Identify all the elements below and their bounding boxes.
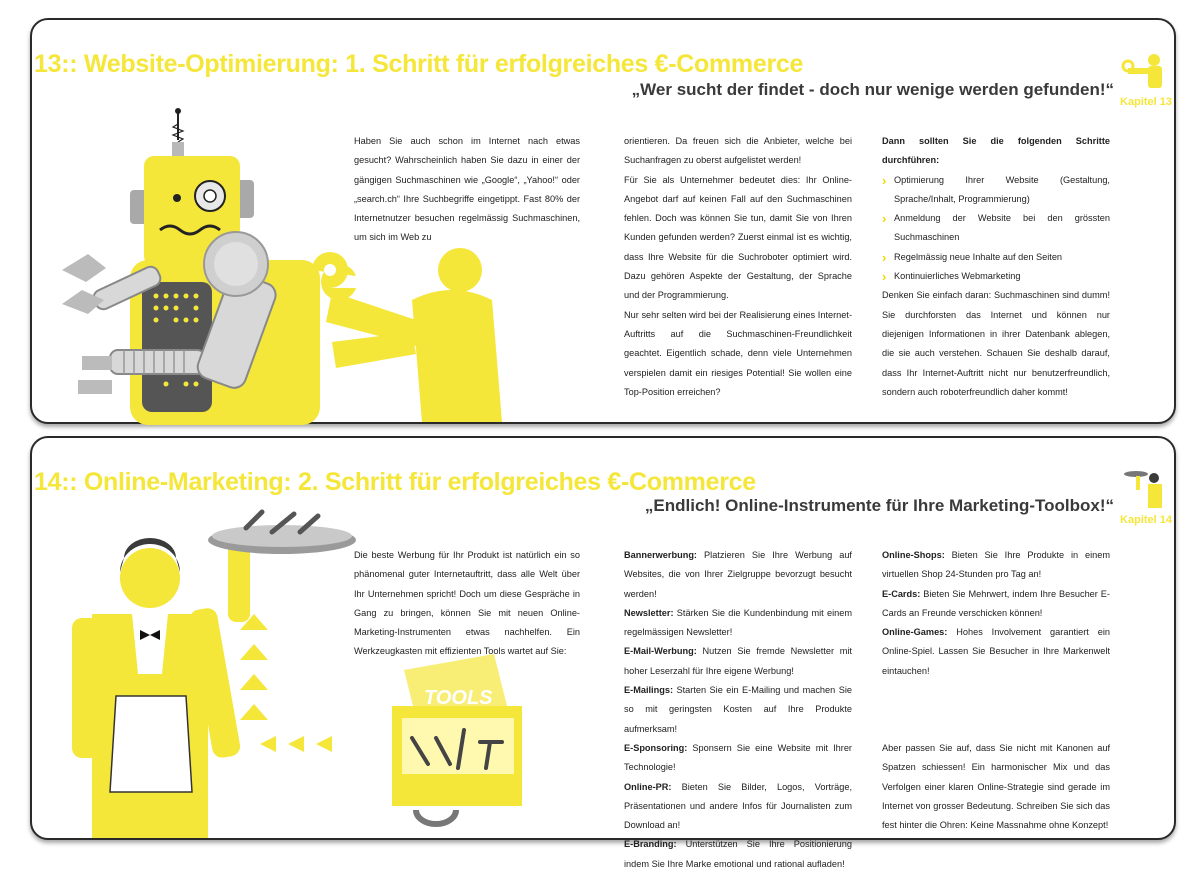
marketing-item: Online-Shops: Bieten Sie Ihre Produkte in einem virtuellen Shop 24-Stunden pro Tag an!: [882, 550, 1110, 580]
marketing-item: E-Mailings: Starten Sie ein E-Mailing und machen Sie so mit geringsten Kosten auf Ihre Produkte aufmerksam!: [624, 685, 852, 734]
toolbox-label: TOOLS: [424, 687, 493, 709]
chapter-14-column-3: [882, 546, 1110, 836]
list-item: › Optimierung Ihrer Website (Gestaltung, Sprache/Inhalt, Programmierung): [882, 171, 1110, 210]
chapter-13-column-2: [624, 132, 852, 402]
chapter-13-title: 13:: Website-Optimierung: 1. Schritt für erfolgreiches €-Commerce: [34, 50, 804, 78]
list-item: › Anmeldung der Website bei den grössten Suchmaschinen: [882, 209, 1110, 248]
list-item: › Regelmässig neue Inhalte auf den Seiten: [882, 248, 1110, 267]
winding-figure-icon: [1122, 50, 1168, 96]
marketing-item: Newsletter: Stärken Sie die Kundenbindung mit einem regelmässigen Newsletter!: [624, 607, 852, 638]
waiter-icon: [1122, 468, 1168, 514]
chapter-14-column-2: [624, 546, 852, 874]
marketing-item: E-Mail-Werbung: Nutzen Sie fremde Newsletter mit hoher Leserzahl für Ihre eigene Werbung!: [624, 646, 852, 676]
chapter-13-column-1: [354, 132, 580, 248]
marketing-item: Online-Games: Hohes Involvement garantiert ein Online-Spiel. Lassen Sie Besucher in Ihre Markenwelt eintauchen!: [882, 627, 1110, 676]
chapter-14-panel: [30, 436, 1176, 869]
chapter-13-label: Kapitel 13: [1120, 96, 1172, 108]
paragraph: Die beste Werbung für Ihr Produkt ist natürlich ein so phänomenal guter Internetauftritt, dass alle Welt über Ihr Unternehmen spricht! Doch um diese Gespräche in Gang zu bringen, können Sie mit neuen Online-Marketing-Instrumenten etwas nachhelfen. Ein Werkzeugkasten mit effizienten Tools wartet auf Sie:: [354, 550, 580, 657]
paragraph: orientieren. Da freuen sich die Anbieter, welche bei Suchanfragen zu oberst aufgelistet werden!: [624, 136, 852, 166]
list-item: › Kontinuierliches Webmarketing: [882, 267, 1110, 286]
paragraph: Denken Sie einfach daran: Suchmaschinen sind dumm! Sie durchforsten das Internet und können nur diejenigen Informationen in ihrer Datenbank ablegen, die sie auch verstehen. Schauen Sie deshalb darauf, dass Ihr Internet-Auftritt nicht nur benutzerfreundlich, sondern auch roboterfreundlich daher kommt!: [882, 290, 1110, 397]
steps-list: [882, 171, 1110, 287]
steps-heading: Dann sollten Sie die folgenden Schritte durchführen:: [882, 136, 1110, 166]
marketing-item: Online-PR: Bieten Sie Bilder, Logos, Vorträge, Präsentationen und andere Infos für Journalisten zum Download an!: [624, 781, 852, 831]
chapter-13-panel: [30, 18, 1176, 424]
chapter-14-label: Kapitel 14: [1120, 514, 1172, 526]
chapter-13-quote: „Wer sucht der findet - doch nur wenige werden gefunden!“: [631, 80, 1114, 99]
marketing-item: Bannerwerbung: Platzieren Sie Ihre Werbung auf Websites, die von Ihrer Zielgruppe bevorzugt besucht werden!: [624, 550, 852, 599]
chapter-14-title: 14:: Online-Marketing: 2. Schritt für erfolgreiches €-Commerce: [34, 468, 756, 496]
paragraph: Nur sehr selten wird bei der Realisierung eines Internet-Auftritts auf die Suchmaschinen-Freundlichkeit geachtet. Eigentlich schade, denn viele Unternehmen verspielen damit ein riesiges Potential! Sie wollen eine Top-Position erreichen?: [624, 309, 852, 397]
chapter-14-column-1: [354, 546, 580, 662]
paragraph: Haben Sie auch schon im Internet nach etwas gesucht? Wahrscheinlich haben Sie dazu in einer der gängigen Suchmaschinen wie „Google“, „Yahoo!“ oder „search.ch“ Ihre Suchbegriffe eingetippt. Fast 80% der Internetnutzer besuchen regelmässig Suchmaschinen, um sich im Web zu: [354, 136, 580, 243]
chapter-14-quote: „Endlich! Online-Instrumente für Ihre Marketing-Toolbox!“: [644, 496, 1114, 515]
marketing-item: E-Branding: Unterstützen Sie Ihre Positionierung indem Sie Ihre Marke emotional und rational aufladen!: [624, 839, 852, 869]
paragraph: Aber passen Sie auf, dass Sie nicht mit Kanonen auf Spatzen schiessen! Ein harmonischer Mix und das Verfolgen einer klaren Online-Strategie sind gerade im Internet von grosser Bedeutung. Schreiben Sie sich das fest hinter die Ohren: Keine Massnahme ohne Konzept!: [882, 743, 1110, 831]
marketing-item: E-Sponsoring: Sponsern Sie eine Website mit Ihrer Technologie!: [624, 742, 852, 773]
chapter-13-column-3: [882, 132, 1110, 402]
paragraph: Für Sie als Unternehmer bedeutet dies: Ihr Online-Angebot darf auf keinen Fall auf den Suchmaschinen fehlen. Doch was können Sie tun, damit Sie von Ihren Kunden gefunden werden? Zuerst einmal ist es wichtig, dass Ihre Website für die Suchroboter optimiert wird. Dazu gehören Aspekte der Gestaltung, der Sprache und der Programmierung.: [624, 174, 852, 301]
marketing-item: E-Cards: Bieten Sie Mehrwert, indem Ihre Besucher E-Cards an Freunde verschicken können!: [882, 588, 1110, 618]
